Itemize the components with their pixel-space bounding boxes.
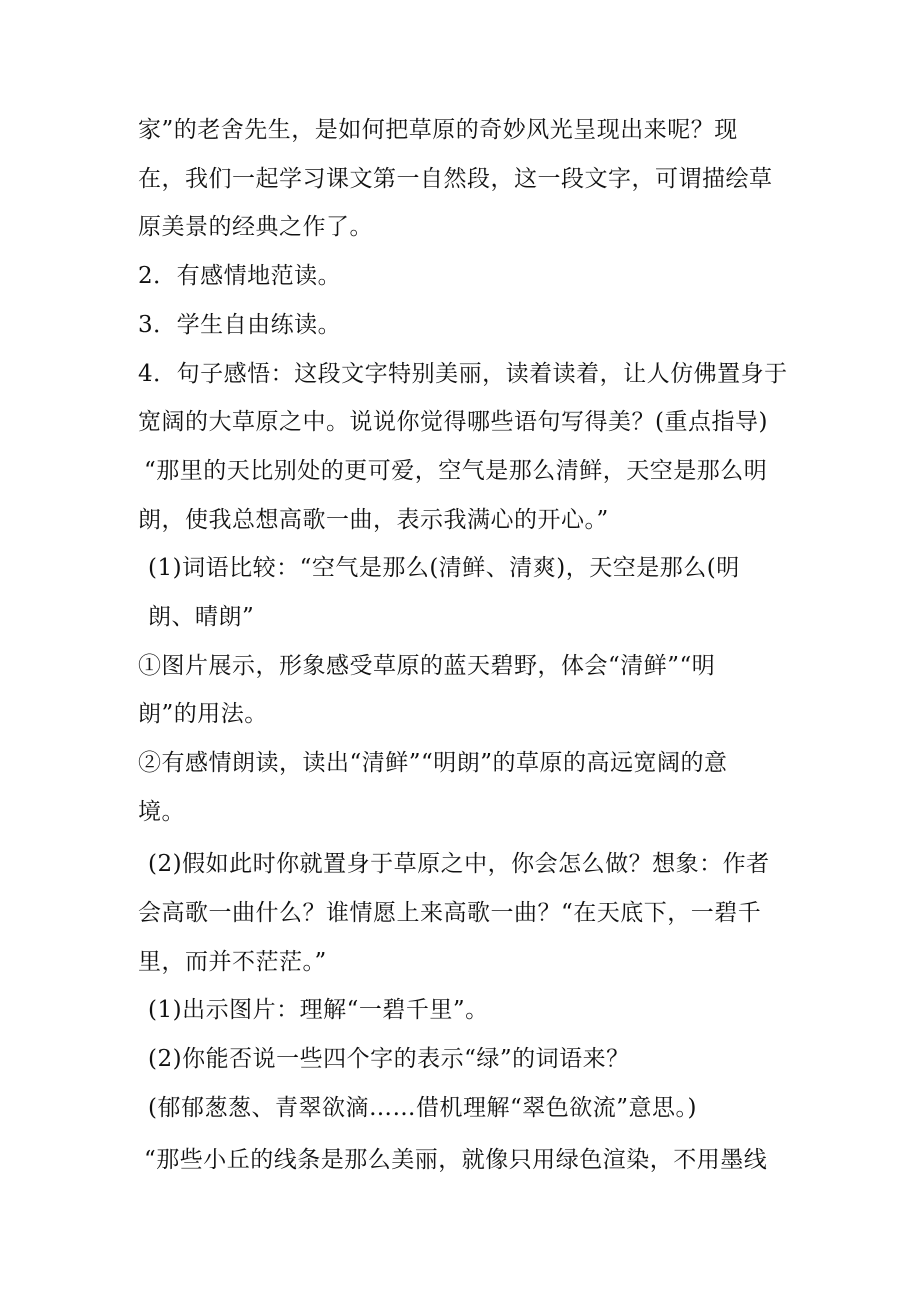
text-line-13: 朗”的用法。 — [138, 701, 268, 727]
circled-item-2: ②有感情朗读，读出“清鲜”“明朗”的草原的高远宽阔的意 — [138, 750, 728, 776]
text-line-1: 家”的老舍先生，是如何把草原的奇妙风光呈现出来呢？现 — [138, 117, 738, 143]
sub-item-2b: (2)你能否说一些四个字的表示“绿”的词语来？ — [148, 1046, 630, 1072]
text-line-18: 里，而并不茫茫。” — [138, 949, 327, 975]
list-item-2: 2．有感情地范读。 — [138, 263, 342, 289]
text-line-17: 会高歌一曲什么？谁情愿上来高歌一曲？“在天底下，一碧千 — [138, 900, 762, 926]
circled-item-1: ①图片展示，形象感受草原的蓝天碧野，体会“清鲜”“明 — [138, 653, 716, 679]
list-item-3: 3．学生自由练读。 — [138, 312, 342, 338]
text-line-7: 宽阔的大草原之中。说说你觉得哪些语句写得美？(重点指导) — [138, 409, 768, 435]
text-line-15: 境。 — [138, 799, 185, 825]
text-line-3: 原美景的经典之作了。 — [138, 214, 373, 240]
quote-line-2: 朗，使我总想高歌一曲，表示我满心的开心。” — [138, 507, 609, 533]
quote-line-1: “那里的天比别处的更可爱，空气是那么清鲜，天空是那么明 — [144, 458, 768, 484]
sub-item-2: (2)假如此时你就置身于草原之中，你会怎么做？想象：作者 — [148, 851, 770, 877]
sub-item-1: (1)词语比较：“空气是那么(清鲜、清爽)，天空是那么(明 — [148, 555, 740, 581]
quote-line-3: “那些小丘的线条是那么美丽，就像只用绿色渲染，不用墨线 — [144, 1147, 768, 1173]
sub-item-1b: (1)出示图片：理解“一碧千里”。 — [148, 997, 489, 1023]
parenthetical-note: (郁郁葱葱、青翠欲滴……借机理解“翠色欲流”意思。) — [148, 1095, 697, 1121]
text-line-2: 在，我们一起学习课文第一自然段，这一段文字，可谓描绘草 — [138, 166, 773, 192]
text-line-11: 朗、晴朗” — [148, 604, 255, 630]
list-item-4: 4．句子感悟：这段文字特别美丽，读着读着，让人仿佛置身于 — [138, 361, 788, 387]
